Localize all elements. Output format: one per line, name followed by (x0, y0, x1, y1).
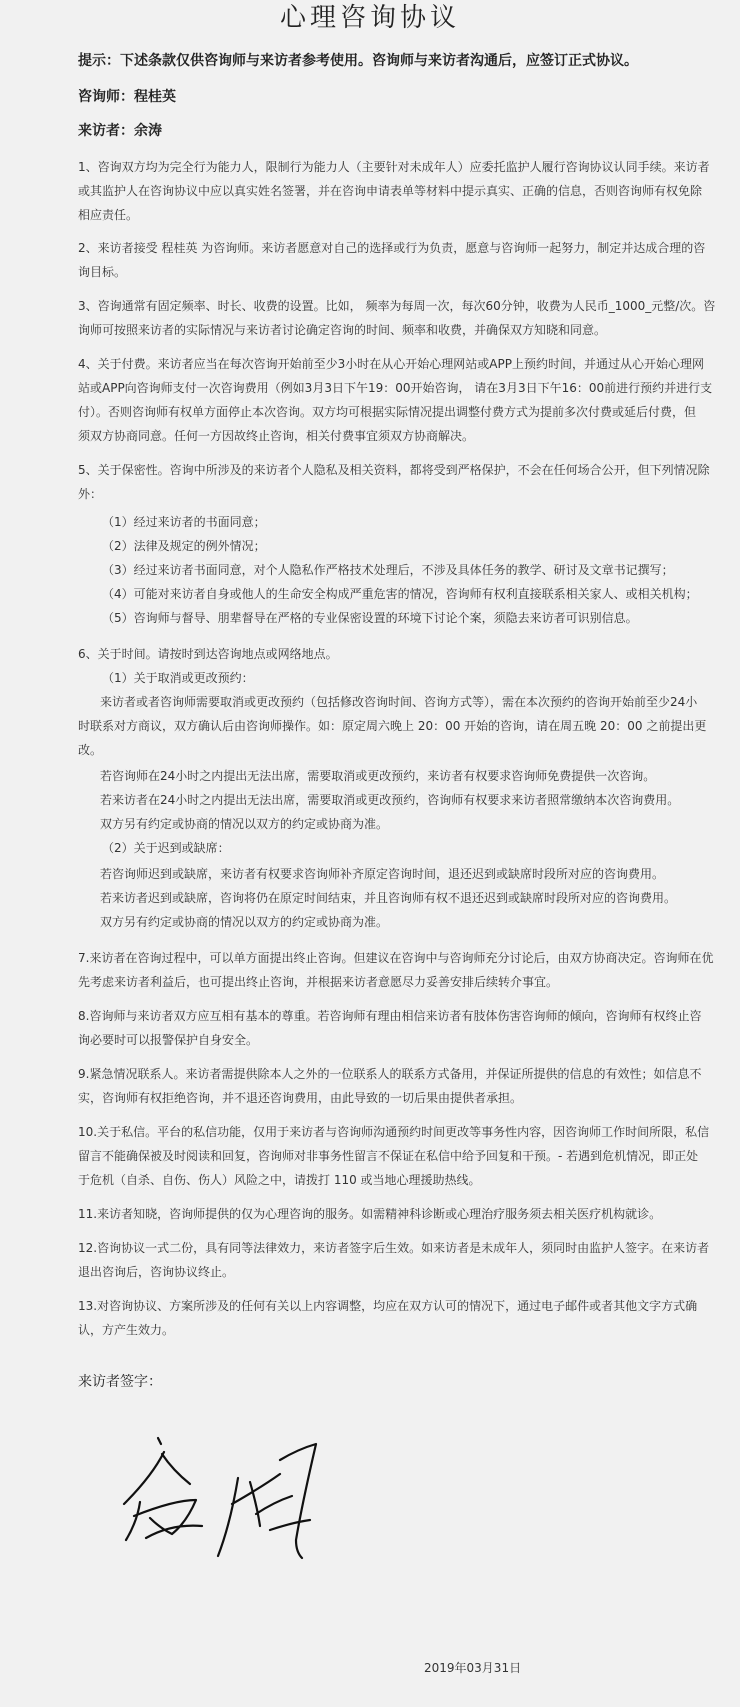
clause-7-line: 先考虑来访者利益后，也可提出终止咨询，并根据来访者意愿尽力妥善安排后续转介事宜。 (78, 975, 559, 989)
clause-10 (78, 1120, 728, 1192)
clause-8-line: 8.咨询师与来访者双方应互相有基本的尊重。若咨询师有理由相信来访者有肢体伤害咨询师的倾向，咨询师有权终止咨 (78, 1009, 702, 1023)
clause-7-line: 7.来访者在咨询过程中，可以单方面提出终止咨询。但建议在咨询中与咨询师充分讨论后，由双方协商决定。咨询师在优 (78, 951, 714, 965)
clause-5-line: 5、关于保密性。咨询中所涉及的来访者个人隐私及相关资料，都将受到严格保护，不会在任何场合公开，但下列情况除 (78, 463, 710, 477)
list-item: （5）咨询师与督导、朋辈督导在严格的专业保密设置的环境下讨论个案，须隐去来访者可识别信息。 (102, 611, 638, 625)
signature-label: 来访者签字： (78, 1374, 162, 1390)
subsection-title: （2）关于迟到或缺席： (102, 841, 230, 855)
clause-8 (78, 1004, 728, 1052)
list-item: （3）经过来访者书面同意，对个人隐私作严格技术处理后，不涉及具体任务的教学、研讨及文章书记撰写； (102, 563, 674, 577)
clause-13 (78, 1294, 728, 1342)
clause-4-line: 付）。否则咨询师有权单方面停止本次咨询。双方均可根据实际情况提出调整付费方式为提前多次付费或延后付费，但 (78, 405, 697, 419)
list-item: （1）经过来访者的书面同意； (102, 515, 266, 529)
clause-12-line: 12.咨询协议一式二份，具有同等法律效力，来访者签字后生效。如来访者是未成年人，须同时由监护人签字。在来访者 (78, 1241, 710, 1255)
clause-6-sub2-lines (100, 862, 676, 934)
clause-2-line: 询目标。 (78, 265, 127, 279)
clause-11 (78, 1202, 728, 1226)
signature-date: 2019年03月31日 (424, 1661, 522, 1675)
list-item: 若咨询师在24小时之内提出无法出席，需要取消或更改预约，来访者有权要求咨询师免费提供一次咨询。 (100, 769, 656, 783)
list-item: 若来访者迟到或缺席，咨询将仍在原定时间结束，并且咨询师有权不退还迟到或缺席时段所对应的咨询费用。 (100, 891, 677, 905)
clause-13-line: 认，方产生效力。 (78, 1323, 175, 1337)
clause-8-line: 询必要时可以报警保护自身安全。 (78, 1033, 259, 1047)
clause-5-line: 外： (78, 487, 103, 501)
clause-7 (78, 946, 728, 994)
list-item: （2）法律及规定的例外情况； (102, 539, 266, 553)
clause-6-sub2-title (102, 836, 230, 860)
clause-10-line: 于危机（自杀、自伤、伤人）风险之中，请拨打 110 或当地心理援助热线。 (78, 1173, 481, 1187)
clause-9-line: 9.紧急情况联系人。来访者需提供除本人之外的一位联系人的联系方式备用，并保证所提供的信息的有效性；如信息不 (78, 1067, 702, 1081)
client-name: 来访者：余涛 (78, 123, 162, 139)
clause-9-line: 实，咨询师有权拒绝咨询，并不退还咨询费用，由此导致的一切后果由提供者承担。 (78, 1091, 523, 1105)
list-item: （4）可能对来访者自身或他人的生命安全构成严重危害的情况，咨询师有权利直接联系相关家人、或相关机构； (102, 587, 698, 601)
clause-4-line: 4、关于付费。来访者应当在每次咨询开始前至少3小时在从心开始心理网站或APP上预约时间，并通过从心开始心理网 (78, 357, 704, 371)
clause-6-sub1-line: 来访者或者咨询师需要取消或更改预约（包括修改咨询时间、咨询方式等），需在本次预约的咨询开始前至少24小 (100, 695, 698, 709)
clause-3-line: 询师可按照来访者的实际情况与来访者讨论确定咨询的时间、频率和收费，并确保双方知晓和同意。 (78, 323, 607, 337)
clause-10-line: 10.关于私信。平台的私信功能，仅用于来访者与咨询师沟通预约时间更改等事务性内容，因咨询师工作时间所限，私信 (78, 1125, 710, 1139)
counselor-name: 咨询师：程桂英 (78, 89, 176, 105)
clause-5 (78, 458, 728, 506)
clause-1 (78, 155, 728, 227)
clause-6 (78, 642, 728, 666)
clause-6-line: 6、关于时间。请按时到达咨询地点或网络地点。 (78, 647, 338, 661)
clause-4-line: 须双方协商同意。任何一方因故终止咨询，相关付费事宜须双方协商解决。 (78, 429, 475, 443)
clause-2 (78, 236, 728, 284)
clause-10-line: 留言不能确保被及时阅读和回复，咨询师对非事务性留言不保证在私信中给予回复和干预。- 若遇到危机情况，即正处 (78, 1149, 699, 1163)
clause-12 (78, 1236, 728, 1284)
subsection-title: （1）关于取消或更改预约： (102, 671, 254, 685)
clause-5-items (102, 510, 698, 630)
clause-6-sub1-lines (100, 764, 679, 836)
notice-text: 提示：下述条款仅供咨询师与来访者参考使用。咨询师与来访者沟通后，应签订正式协议。 (78, 53, 638, 69)
clause-1-line: 相应责任。 (78, 208, 139, 222)
list-item: 双方另有约定或协商的情况以双方的约定或协商为准。 (100, 817, 389, 831)
clause-4-line: 站或APP向咨询师支付一次咨询费用（例如3月3日下午19：00开始咨询， 请在3月3日下午16：00前进行预约并进行支 (78, 381, 713, 395)
clause-1-line: 1、咨询双方均为完全行为能力人，限制行为能力人（主要针对未成年人）应委托监护人履行咨询协议认同手续。来访者 (78, 160, 710, 174)
clause-3-line: 3、咨询通常有固定频率、时长、收费的设置。比如， 频率为每周一次，每次60分钟，收费为人民币_1000_元整/次。咨 (78, 299, 716, 313)
clause-13-line: 13.对咨询协议、方案所涉及的任何有关以上内容调整，均应在双方认可的情况下，通过电子邮件或者其他文字方式确 (78, 1299, 698, 1313)
list-item: 若来访者在24小时之内提出无法出席，需要取消或更改预约，咨询师有权要求来访者照常缴纳本次咨询费用。 (100, 793, 680, 807)
clause-12-line: 退出咨询后，咨询协议终止。 (78, 1265, 235, 1279)
clause-6-sub1-line: 时联系对方商议，双方确认后由咨询师操作。如：原定周六晚上 20：00 开始的咨询，请在周五晚 20：00 之前提出更 (78, 719, 707, 733)
document-title: 心理咨询协议 (279, 3, 460, 33)
clause-11-line: 11.来访者知晓，咨询师提供的仅为心理咨询的服务。如需精神科诊断或心理治疗服务须去相关医疗机构就诊。 (78, 1207, 662, 1221)
clause-6-sub1-body (78, 690, 728, 762)
client-signature (120, 1430, 340, 1565)
clause-2-line: 2、来访者接受 程桂英 为咨询师。来访者愿意对自己的选择或行为负责，愿意与咨询师一起努力，制定并达成合理的咨 (78, 241, 706, 255)
clause-6-sub1-line: 改。 (78, 743, 103, 757)
clause-4 (78, 352, 728, 448)
list-item: 若咨询师迟到或缺席，来访者有权要求咨询师补齐原定咨询时间，退还迟到或缺席时段所对应的咨询费用。 (100, 867, 665, 881)
clause-1-line: 或其监护人在咨询协议中应以真实姓名签署，并在咨询申请表单等材料中提示真实、正确的信息，否则咨询师有权免除 (78, 184, 703, 198)
list-item: 双方另有约定或协商的情况以双方的约定或协商为准。 (100, 915, 389, 929)
clause-6-sub1-title (102, 666, 254, 690)
clause-9 (78, 1062, 728, 1110)
clause-3 (78, 294, 728, 342)
